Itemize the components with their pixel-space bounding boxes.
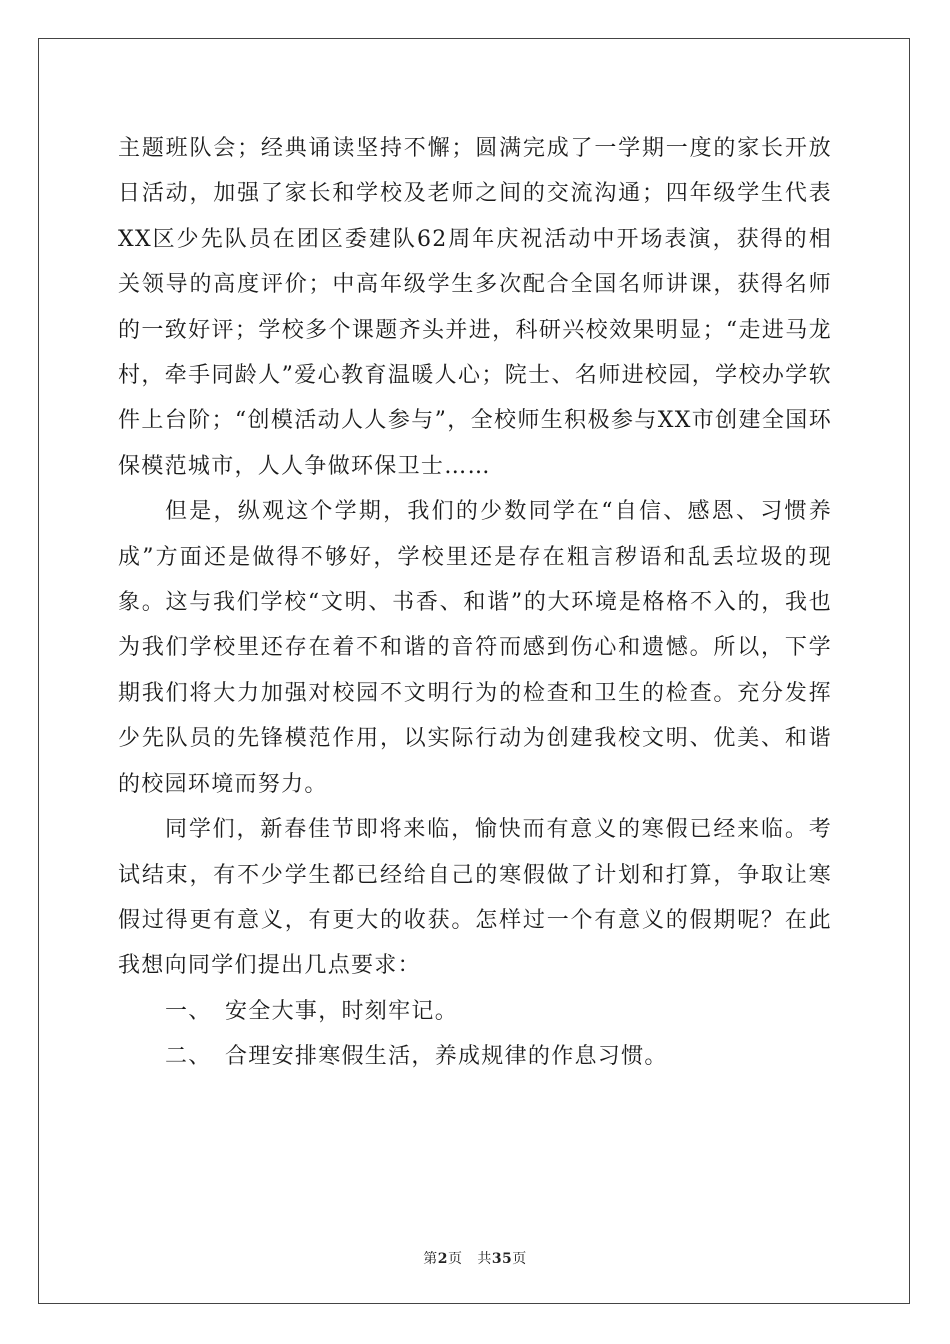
- list-item-1: [118, 989, 832, 1034]
- list-text: 安全大事，时刻牢记。: [225, 998, 459, 1024]
- document-body: [118, 126, 832, 1080]
- footer-total-prefix: 共: [477, 1251, 492, 1267]
- paragraph-1: 主题班队会；经典诵读坚持不懈；圆满完成了一学期一度的家长开放日活动，加强了家长和学校及老师之间的交流沟通；四年级学生代表XX区少先队员在团区委建队62周年庆祝活动中开场表演，获得的相关领导的高度评价；中高年级学生多次配合全国名师讲课，获得名师的一致好评；学校多个课题齐头并进，科研兴校效果明显；“走进马龙村，牵手同龄人”爱心教育温暖人心；院士、名师进校园，学校办学软件上台阶；“创模活动人人参与”，全校师生积极参与XX市创建全国环保模范城市，人人争做环保卫士……: [118, 136, 832, 479]
- footer-total-suffix: 页: [512, 1251, 527, 1267]
- footer-page-number: 2: [437, 1251, 448, 1267]
- page-footer: [0, 1248, 950, 1268]
- paragraph-3: 同学们，新春佳节即将来临，愉快而有意义的寒假已经来临。考试结束，有不少学生都已经给自己的寒假做了计划和打算，争取让寒假过得更有意义，有更大的收获。怎样过一个有意义的假期呢？在此我想向同学们提出几点要求：: [118, 817, 832, 979]
- list-number: 二、: [165, 1044, 212, 1070]
- footer-page-suffix: 页: [447, 1251, 463, 1267]
- list-text: 合理安排寒假生活，养成规律的作息习惯。: [225, 1044, 668, 1070]
- list-item-2: [118, 1034, 832, 1079]
- paragraph-2: 但是，纵观这个学期，我们的少数同学在“自信、感恩、习惯养成”方面还是做得不够好，学校里还是存在粗言秽语和乱丢垃圾的现象。这与我们学校“文明、书香、和谐”的大环境是格格不入的，我也为我们学校里还存在着不和谐的音符而感到伤心和遗憾。所以，下学期我们将大力加强对校园不文明行为的检查和卫生的检查。充分发挥少先队员的先锋模范作用，以实际行动为创建我校文明、优美、和谐的校园环境而努力。: [118, 499, 832, 797]
- footer-prefix: 第: [423, 1251, 438, 1267]
- footer-total-pages: 35: [491, 1251, 513, 1267]
- list-number: 一、: [165, 998, 212, 1024]
